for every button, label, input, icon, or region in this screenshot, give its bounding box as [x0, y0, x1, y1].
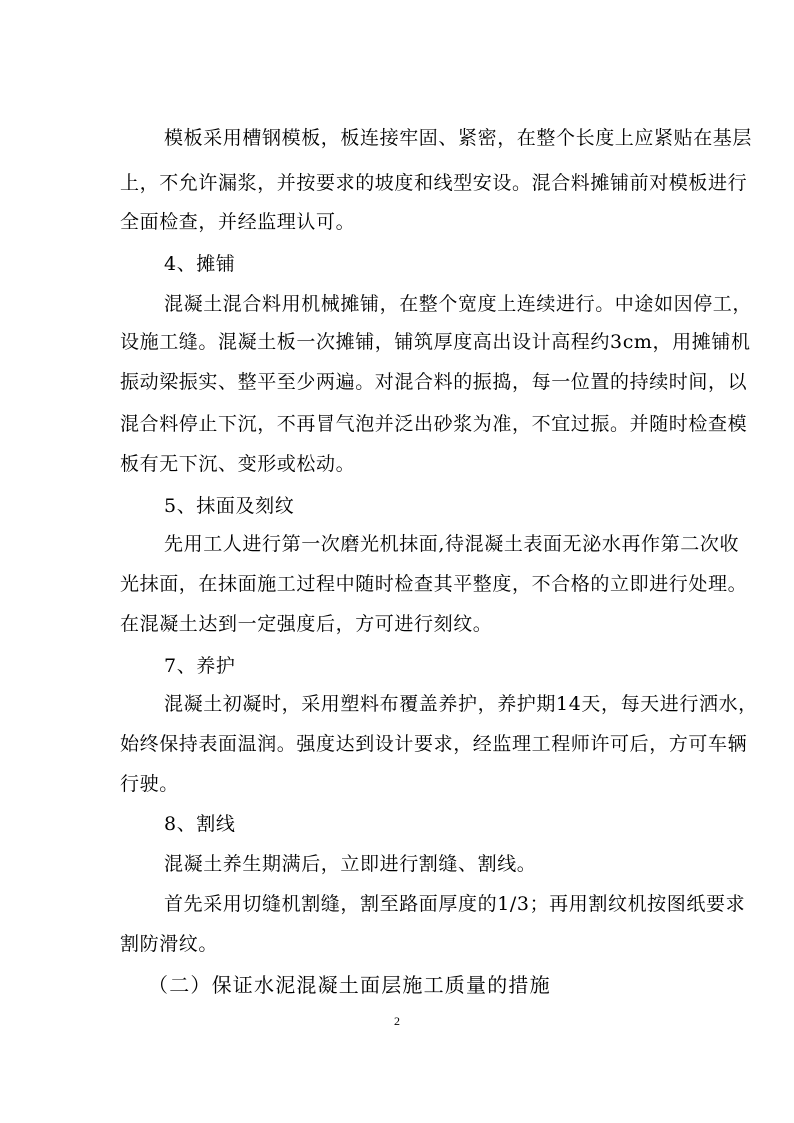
finishing-paragraph-line-1: 先用工人进行第一次磨光机抹面,待混凝土表面无泌水再作第二次收: [164, 533, 740, 555]
cutting-paragraph-1-line-1: 混凝土养生期满后，立即进行割缝、割线。: [164, 853, 537, 875]
section-heading-paving: 4、摊铺: [164, 253, 236, 275]
page-number: 2: [394, 1014, 400, 1028]
formwork-paragraph-line-3: 全面检查，并经监理认可。: [120, 211, 356, 233]
curing-paragraph-line-2: 始终保持表面温润。强度达到设计要求，经监理工程师许可后，方可车辆: [120, 733, 748, 755]
formwork-paragraph-line-1: 模板采用槽钢模板，板连接牢固、紧密，在整个长度上应紧贴在基层: [164, 127, 753, 149]
section-heading-finishing: 5、抹面及刻纹: [164, 495, 295, 517]
formwork-paragraph-line-2: 上，不允许漏浆，并按要求的坡度和线型安设。混合料摊铺前对模板进行: [120, 172, 748, 194]
curing-paragraph-line-1: 混凝土初凝时，采用塑料布覆盖养护，养护期14天，每天进行洒水，: [164, 693, 758, 715]
paving-paragraph-line-5: 板有无下沉、变形或松动。: [120, 453, 356, 475]
finishing-paragraph-line-3: 在混凝土达到一定强度后，方可进行刻纹。: [120, 613, 493, 635]
paving-paragraph-line-3: 振动梁振实、整平至少两遍。对混合料的振捣，每一位置的持续时间，以: [120, 371, 748, 393]
section-heading-curing: 7、养护: [164, 655, 236, 677]
cutting-paragraph-2-line-2: 割防滑纹。: [120, 933, 219, 955]
paving-paragraph-line-2: 设施工缝。混凝土板一次摊铺，铺筑厚度高出设计高程约3cm，用摊铺机: [120, 331, 751, 353]
finishing-paragraph-line-2: 光抹面，在抹面施工过程中随时检查其平整度，不合格的立即进行处理。: [120, 573, 748, 595]
cutting-paragraph-2-line-1: 首先采用切缝机割缝，割至路面厚度的1/3；再用割纹机按图纸要求: [164, 893, 746, 915]
section-heading-cutting: 8、割线: [164, 813, 236, 835]
curing-paragraph-line-3: 行驶。: [120, 773, 179, 795]
paving-paragraph-line-1: 混凝土混合料用机械摊铺，在整个宽度上连续进行。中途如因停工，: [164, 293, 753, 315]
section-subheading-quality-measures: （二）保证水泥混凝土面层施工质量的措施: [148, 973, 551, 997]
paving-paragraph-line-4: 混合料停止下沉，不再冒气泡并泛出砂浆为准，不宜过振。并随时检查模: [120, 413, 748, 435]
